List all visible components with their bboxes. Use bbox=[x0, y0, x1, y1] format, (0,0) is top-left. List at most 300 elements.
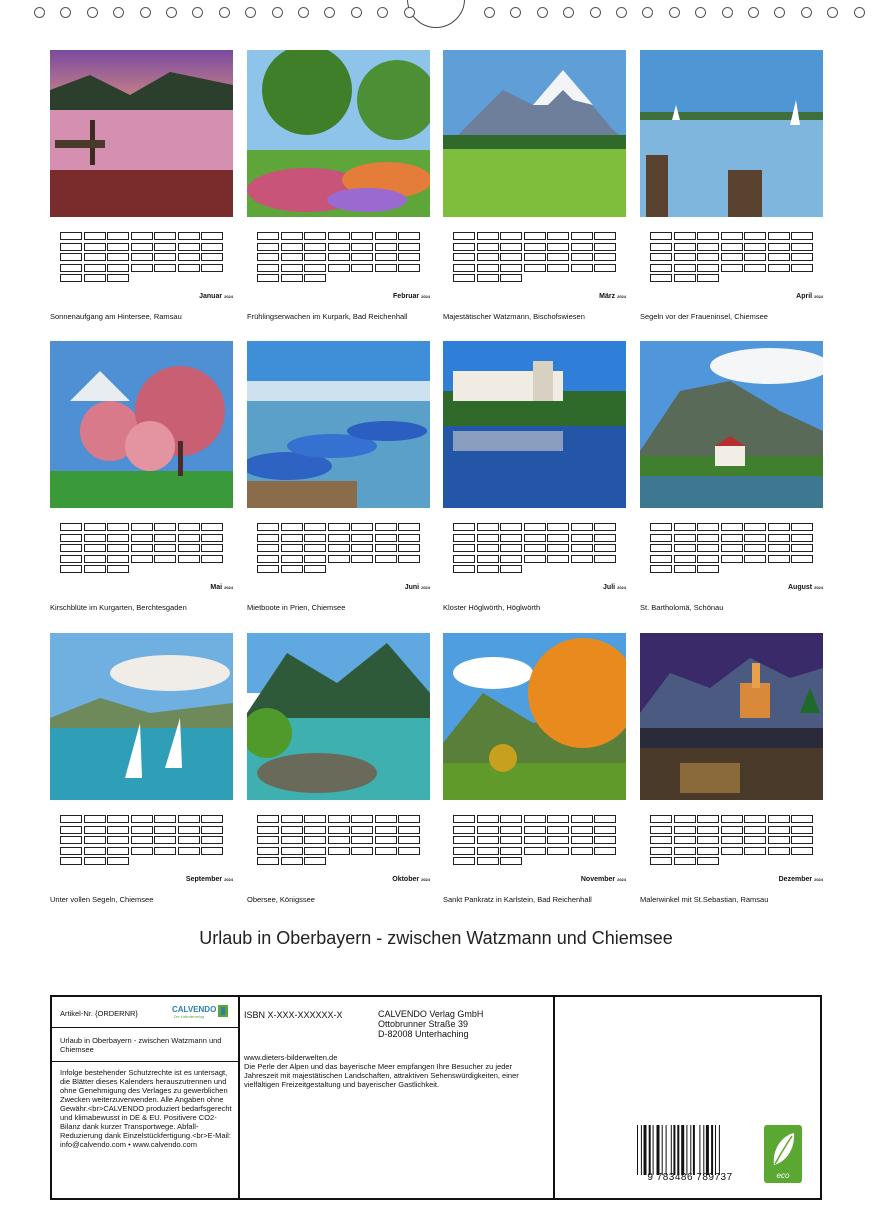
barcode-bar bbox=[673, 1125, 675, 1175]
day-cell bbox=[674, 826, 696, 834]
day-cell bbox=[178, 826, 200, 834]
day-cell bbox=[257, 243, 279, 251]
day-cell bbox=[328, 555, 350, 563]
day-cell bbox=[257, 544, 279, 552]
day-cell bbox=[107, 544, 129, 552]
day-cell bbox=[524, 826, 546, 834]
day-cell bbox=[178, 232, 200, 240]
photo-caption: Malerwinkel mit St.Sebastian, Ramsau bbox=[640, 895, 769, 904]
month-name: Oktober bbox=[392, 876, 420, 883]
photo-caption: Mietboote in Prien, Chiemsee bbox=[247, 603, 346, 612]
day-cell bbox=[328, 847, 350, 855]
month-card bbox=[443, 633, 626, 908]
publisher-name: CALVENDO Verlag GmbH bbox=[378, 1009, 484, 1019]
day-cell bbox=[500, 264, 522, 272]
month-year: 2024 bbox=[224, 585, 233, 590]
day-cell bbox=[674, 847, 696, 855]
day-cell bbox=[351, 815, 373, 823]
day-cell bbox=[107, 847, 129, 855]
day-cell bbox=[178, 534, 200, 542]
day-cell bbox=[500, 555, 522, 563]
day-cell bbox=[477, 274, 499, 282]
day-cell bbox=[721, 264, 743, 272]
day-cell bbox=[398, 847, 420, 855]
day-cell bbox=[697, 857, 719, 865]
day-cell bbox=[697, 815, 719, 823]
day-cell bbox=[304, 555, 326, 563]
month-photo bbox=[443, 50, 626, 217]
day-cell bbox=[60, 857, 82, 865]
day-cell bbox=[547, 847, 569, 855]
binding-ring bbox=[192, 7, 203, 18]
day-cell bbox=[201, 847, 223, 855]
day-cell bbox=[697, 826, 719, 834]
binding-ring bbox=[87, 7, 98, 18]
day-cell bbox=[650, 826, 672, 834]
day-cell bbox=[650, 815, 672, 823]
day-cell bbox=[281, 836, 303, 844]
publisher-address bbox=[378, 1009, 483, 1039]
barcode-bar bbox=[703, 1125, 704, 1175]
day-cell bbox=[477, 243, 499, 251]
day-cell bbox=[650, 857, 672, 865]
day-cell bbox=[60, 544, 82, 552]
month-name: August bbox=[787, 584, 813, 591]
binding-ring bbox=[34, 7, 45, 18]
day-cell bbox=[60, 274, 82, 282]
day-grid bbox=[650, 226, 814, 288]
day-grid bbox=[257, 226, 421, 288]
day-cell bbox=[304, 253, 326, 261]
day-cell bbox=[154, 544, 176, 552]
day-cell bbox=[453, 857, 475, 865]
day-cell bbox=[60, 523, 82, 531]
day-cell bbox=[791, 815, 813, 823]
day-cell bbox=[60, 847, 82, 855]
day-grid bbox=[650, 809, 814, 871]
day-cell bbox=[375, 253, 397, 261]
day-cell bbox=[154, 243, 176, 251]
day-cell bbox=[398, 544, 420, 552]
day-cell bbox=[697, 847, 719, 855]
day-cell bbox=[697, 253, 719, 261]
day-cell bbox=[744, 815, 766, 823]
day-cell bbox=[768, 555, 790, 563]
day-cell bbox=[304, 523, 326, 531]
day-cell bbox=[477, 253, 499, 261]
day-cell bbox=[500, 857, 522, 865]
hanger-hole bbox=[407, 0, 465, 28]
description-block bbox=[244, 1053, 544, 1089]
day-cell bbox=[398, 815, 420, 823]
day-cell bbox=[477, 544, 499, 552]
info-column-left bbox=[52, 997, 240, 1198]
day-cell bbox=[571, 232, 593, 240]
day-cell bbox=[257, 857, 279, 865]
month-year: 2024 bbox=[814, 877, 823, 882]
day-cell bbox=[721, 826, 743, 834]
month-label bbox=[779, 876, 823, 883]
day-cell bbox=[791, 826, 813, 834]
day-cell bbox=[477, 565, 499, 573]
day-cell bbox=[768, 826, 790, 834]
day-cell bbox=[351, 847, 373, 855]
day-cell bbox=[477, 534, 499, 542]
day-cell bbox=[281, 847, 303, 855]
day-cell bbox=[178, 836, 200, 844]
day-cell bbox=[201, 534, 223, 542]
day-cell bbox=[398, 264, 420, 272]
day-cell bbox=[84, 243, 106, 251]
day-cell bbox=[304, 836, 326, 844]
day-cell bbox=[328, 253, 350, 261]
day-cell bbox=[375, 826, 397, 834]
day-cell bbox=[304, 274, 326, 282]
day-cell bbox=[697, 274, 719, 282]
day-cell bbox=[768, 847, 790, 855]
month-name: März bbox=[599, 293, 616, 300]
day-cell bbox=[304, 847, 326, 855]
day-cell bbox=[398, 243, 420, 251]
day-cell bbox=[178, 243, 200, 251]
day-cell bbox=[500, 253, 522, 261]
day-cell bbox=[154, 815, 176, 823]
day-cell bbox=[60, 264, 82, 272]
day-cell bbox=[131, 264, 153, 272]
day-cell bbox=[178, 253, 200, 261]
binding-ring bbox=[484, 7, 495, 18]
day-cell bbox=[547, 253, 569, 261]
binding-ring bbox=[113, 7, 124, 18]
month-label bbox=[788, 584, 823, 591]
day-cell bbox=[84, 847, 106, 855]
month-photo bbox=[50, 633, 233, 800]
day-cell bbox=[60, 826, 82, 834]
day-cell bbox=[131, 243, 153, 251]
day-cell bbox=[697, 232, 719, 240]
binding-ring bbox=[854, 7, 865, 18]
month-label bbox=[581, 876, 626, 883]
day-cell bbox=[304, 243, 326, 251]
day-cell bbox=[178, 815, 200, 823]
binding-ring bbox=[669, 7, 680, 18]
binding-ring bbox=[219, 7, 230, 18]
day-cell bbox=[500, 523, 522, 531]
day-cell bbox=[257, 232, 279, 240]
day-cell bbox=[351, 243, 373, 251]
day-cell bbox=[131, 555, 153, 563]
day-cell bbox=[201, 253, 223, 261]
day-cell bbox=[328, 264, 350, 272]
day-cell bbox=[547, 826, 569, 834]
day-cell bbox=[107, 534, 129, 542]
day-cell bbox=[398, 232, 420, 240]
month-card bbox=[50, 633, 233, 908]
day-cell bbox=[744, 826, 766, 834]
photo-caption: Obersee, Königssee bbox=[247, 895, 315, 904]
day-cell bbox=[594, 826, 616, 834]
month-year: 2024 bbox=[814, 585, 823, 590]
day-cell bbox=[131, 847, 153, 855]
day-cell bbox=[744, 523, 766, 531]
day-cell bbox=[107, 523, 129, 531]
info-column-right bbox=[555, 997, 820, 1198]
day-cell bbox=[650, 847, 672, 855]
day-cell bbox=[477, 857, 499, 865]
day-cell bbox=[768, 253, 790, 261]
day-cell bbox=[375, 523, 397, 531]
day-cell bbox=[84, 544, 106, 552]
day-cell bbox=[500, 544, 522, 552]
day-cell bbox=[375, 232, 397, 240]
day-cell bbox=[84, 232, 106, 240]
month-year: 2024 bbox=[224, 877, 233, 882]
day-cell bbox=[351, 232, 373, 240]
calendar-subtitle: Urlaub in Oberbayern - zwischen Watzmann und Chiemsee bbox=[52, 1028, 238, 1062]
day-cell bbox=[547, 264, 569, 272]
day-cell bbox=[524, 243, 546, 251]
day-cell bbox=[328, 243, 350, 251]
info-column-middle bbox=[240, 997, 555, 1198]
day-cell bbox=[131, 523, 153, 531]
day-cell bbox=[674, 264, 696, 272]
day-cell bbox=[60, 253, 82, 261]
day-grid bbox=[60, 226, 224, 288]
day-cell bbox=[201, 836, 223, 844]
month-card bbox=[443, 341, 626, 616]
day-cell bbox=[281, 815, 303, 823]
photo-caption: Sankt Pankratz in Karlstein, Bad Reichenhall bbox=[443, 895, 592, 904]
day-cell bbox=[351, 836, 373, 844]
day-cell bbox=[791, 847, 813, 855]
day-cell bbox=[84, 274, 106, 282]
day-cell bbox=[257, 836, 279, 844]
day-cell bbox=[257, 264, 279, 272]
day-cell bbox=[281, 534, 303, 542]
day-cell bbox=[60, 565, 82, 573]
day-cell bbox=[281, 232, 303, 240]
month-year: 2024 bbox=[617, 877, 626, 882]
day-cell bbox=[60, 836, 82, 844]
day-cell bbox=[453, 555, 475, 563]
day-cell bbox=[571, 544, 593, 552]
day-cell bbox=[524, 232, 546, 240]
month-label bbox=[210, 584, 233, 591]
day-cell bbox=[721, 232, 743, 240]
month-card bbox=[443, 50, 626, 325]
day-cell bbox=[674, 836, 696, 844]
day-cell bbox=[84, 826, 106, 834]
publisher-street: Ottobrunner Straße 39 bbox=[378, 1019, 469, 1029]
photo-caption: Sonnenaufgang am Hintersee, Ramsau bbox=[50, 312, 182, 321]
binding-ring bbox=[377, 7, 388, 18]
day-cell bbox=[594, 555, 616, 563]
day-cell bbox=[594, 232, 616, 240]
day-cell bbox=[650, 523, 672, 531]
day-cell bbox=[524, 264, 546, 272]
day-cell bbox=[791, 534, 813, 542]
day-cell bbox=[328, 826, 350, 834]
month-label bbox=[393, 293, 430, 300]
day-cell bbox=[744, 847, 766, 855]
day-cell bbox=[131, 544, 153, 552]
day-cell bbox=[594, 544, 616, 552]
day-grid bbox=[257, 517, 421, 579]
day-cell bbox=[571, 555, 593, 563]
month-name: Februar bbox=[393, 293, 420, 300]
logo-mark-inner bbox=[221, 1007, 225, 1015]
day-cell bbox=[375, 534, 397, 542]
barcode-bar bbox=[666, 1125, 667, 1175]
day-cell bbox=[791, 253, 813, 261]
article-number: Artikel-Nr. {ORDERNR} bbox=[60, 1009, 138, 1018]
day-cell bbox=[674, 544, 696, 552]
photo-caption: St. Bartholomä, Schönau bbox=[640, 603, 724, 612]
day-cell bbox=[107, 232, 129, 240]
photo-caption: Frühlingserwachen im Kurpark, Bad Reichenhall bbox=[247, 312, 408, 321]
binding-ring bbox=[642, 7, 653, 18]
day-cell bbox=[674, 243, 696, 251]
day-cell bbox=[304, 857, 326, 865]
barcode-bar bbox=[693, 1125, 695, 1175]
day-cell bbox=[547, 555, 569, 563]
binding-ring bbox=[166, 7, 177, 18]
barcode bbox=[635, 1125, 745, 1175]
day-cell bbox=[257, 565, 279, 573]
day-cell bbox=[477, 836, 499, 844]
month-card bbox=[50, 50, 233, 325]
day-cell bbox=[107, 565, 129, 573]
month-card bbox=[247, 341, 430, 616]
day-cell bbox=[453, 232, 475, 240]
day-cell bbox=[721, 555, 743, 563]
day-cell bbox=[154, 847, 176, 855]
day-cell bbox=[768, 534, 790, 542]
barcode-bar bbox=[686, 1125, 687, 1175]
day-cell bbox=[697, 565, 719, 573]
day-cell bbox=[768, 232, 790, 240]
day-cell bbox=[328, 523, 350, 531]
binding-ring bbox=[801, 7, 812, 18]
day-cell bbox=[60, 555, 82, 563]
month-label bbox=[405, 584, 430, 591]
day-cell bbox=[500, 847, 522, 855]
month-year: 2024 bbox=[617, 294, 626, 299]
day-cell bbox=[328, 232, 350, 240]
day-cell bbox=[547, 243, 569, 251]
day-cell bbox=[571, 264, 593, 272]
day-cell bbox=[154, 836, 176, 844]
day-cell bbox=[281, 253, 303, 261]
day-cell bbox=[131, 836, 153, 844]
barcode-bar bbox=[641, 1125, 642, 1175]
day-cell bbox=[477, 847, 499, 855]
day-cell bbox=[154, 232, 176, 240]
day-cell bbox=[791, 523, 813, 531]
day-cell bbox=[375, 555, 397, 563]
day-cell bbox=[524, 555, 546, 563]
day-cell bbox=[201, 815, 223, 823]
day-cell bbox=[768, 815, 790, 823]
barcode-bar bbox=[657, 1125, 660, 1175]
day-cell bbox=[791, 836, 813, 844]
day-cell bbox=[500, 243, 522, 251]
day-cell bbox=[697, 523, 719, 531]
website: www.dieters-bilderwelten.de bbox=[244, 1053, 338, 1062]
logo-subtext: Der Kalenderverlag bbox=[174, 1015, 205, 1019]
day-cell bbox=[84, 264, 106, 272]
barcode-bar bbox=[706, 1125, 709, 1175]
day-cell bbox=[500, 274, 522, 282]
day-cell bbox=[721, 836, 743, 844]
day-cell bbox=[744, 544, 766, 552]
binding-ring bbox=[272, 7, 283, 18]
day-cell bbox=[281, 555, 303, 563]
month-photo bbox=[247, 341, 430, 508]
day-cell bbox=[524, 836, 546, 844]
binding-ring bbox=[510, 7, 521, 18]
day-cell bbox=[547, 534, 569, 542]
day-cell bbox=[107, 815, 129, 823]
day-cell bbox=[453, 815, 475, 823]
day-cell bbox=[375, 544, 397, 552]
day-cell bbox=[107, 253, 129, 261]
day-cell bbox=[571, 847, 593, 855]
day-grid bbox=[257, 809, 421, 871]
day-cell bbox=[674, 274, 696, 282]
month-photo bbox=[247, 50, 430, 217]
day-cell bbox=[594, 243, 616, 251]
day-cell bbox=[131, 826, 153, 834]
binding-ring bbox=[563, 7, 574, 18]
day-grid bbox=[453, 517, 617, 579]
description: Die Perle der Alpen und das bayerische Meer empfangen Ihre Besucher zu jeder Jahreszeit mit majestätischen Landschaften, attraktiven Sehenswürdigkeiten, einer vielfältigen Freizeitgestaltung und bayerischer Gastlichkeit. bbox=[244, 1062, 519, 1089]
day-cell bbox=[547, 232, 569, 240]
day-cell bbox=[571, 523, 593, 531]
binding-ring bbox=[245, 7, 256, 18]
day-cell bbox=[131, 815, 153, 823]
binding-ring bbox=[695, 7, 706, 18]
day-cell bbox=[84, 857, 106, 865]
day-cell bbox=[84, 815, 106, 823]
day-cell bbox=[351, 253, 373, 261]
day-cell bbox=[304, 232, 326, 240]
day-cell bbox=[674, 232, 696, 240]
day-cell bbox=[107, 274, 129, 282]
day-cell bbox=[304, 264, 326, 272]
day-cell bbox=[351, 523, 373, 531]
day-cell bbox=[524, 523, 546, 531]
day-cell bbox=[524, 544, 546, 552]
day-cell bbox=[201, 523, 223, 531]
month-name: Mai bbox=[210, 584, 223, 591]
month-photo bbox=[443, 341, 626, 508]
binding-ring bbox=[722, 7, 733, 18]
day-grid bbox=[650, 517, 814, 579]
month-photo bbox=[640, 50, 823, 217]
barcode-bar bbox=[719, 1125, 720, 1175]
day-cell bbox=[201, 264, 223, 272]
day-cell bbox=[351, 544, 373, 552]
day-cell bbox=[697, 264, 719, 272]
day-cell bbox=[281, 523, 303, 531]
month-name: Juli bbox=[603, 584, 616, 591]
month-year: 2024 bbox=[421, 585, 430, 590]
day-cell bbox=[304, 565, 326, 573]
day-cell bbox=[500, 826, 522, 834]
day-cell bbox=[477, 232, 499, 240]
binding-ring bbox=[298, 7, 309, 18]
